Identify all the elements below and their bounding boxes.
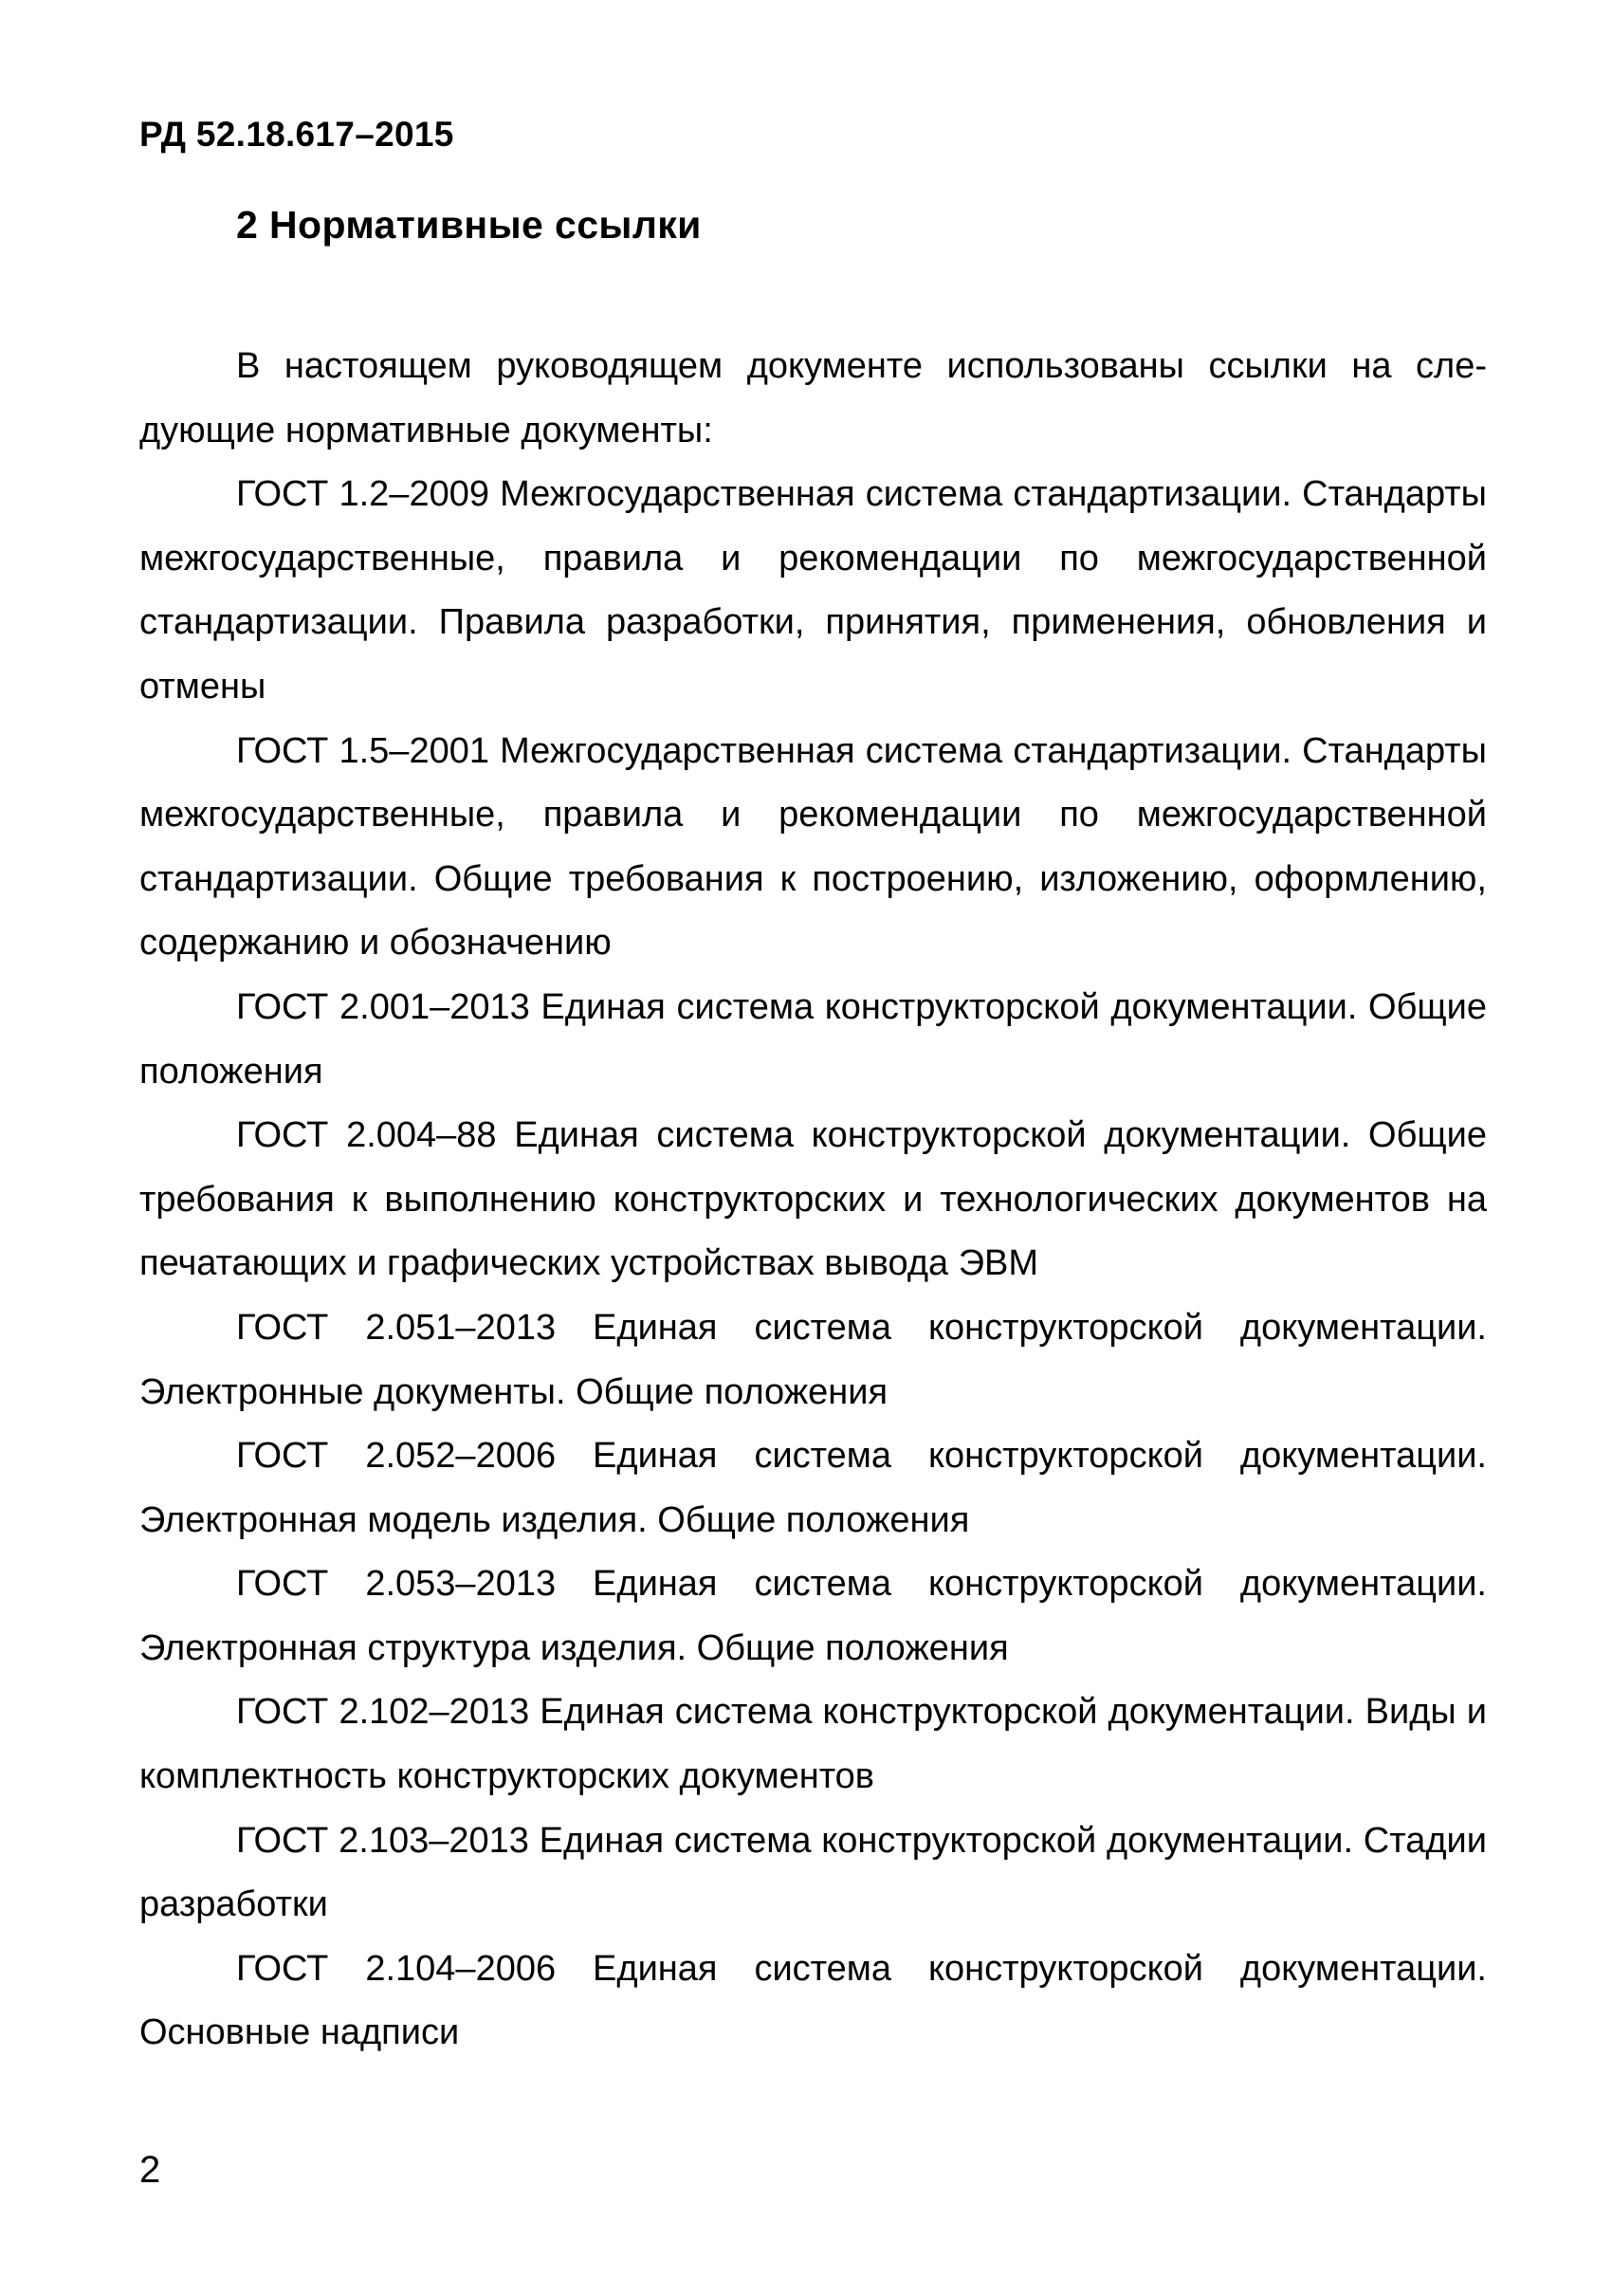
reference-gost-2-102: ГОСТ 2.102–2013 Единая система конструкторской документации. Виды и комплектность конструкторских документов [139, 1692, 1487, 1797]
reference-gost-2-103: ГОСТ 2.103–2013 Единая система конструкторской документации. Стадии разработки [139, 1820, 1487, 1925]
document-code-header: РД 52.18.617–2015 [139, 115, 454, 154]
reference-gost-1-5: ГОСТ 1.5–2001 Межгосударственная система стандартизации. Стандарты межгосударственные, правила и рекомендации по межгосударственной стандартизации. Общие требования к построению, изложению, оформлению, содержанию и обозначению [139, 730, 1487, 964]
reference-gost-2-104: ГОСТ 2.104–2006 Единая система конструкторской документации. Основные надписи [139, 1948, 1487, 2053]
reference-gost-1-2: ГОСТ 1.2–2009 Межгосударственная система стандартизации. Стандарты межгосударственные, правила и рекомендации по межгосударственной стандартизации. Правила разработки, принятия, применения, обновления и отмены [139, 474, 1487, 707]
reference-gost-2-051: ГОСТ 2.051–2013 Единая система конструкторской документации. Электронные документы. Общие положения [139, 1307, 1487, 1412]
reference-gost-2-052: ГОСТ 2.052–2006 Единая система конструкторской документации. Электронная модель изделия. Общие положения [139, 1436, 1487, 1540]
section-title: 2 Нормативные ссылки [236, 203, 702, 247]
reference-gost-2-053: ГОСТ 2.053–2013 Единая система конструкторской документации. Электронная структура изделия. Общие положения [139, 1564, 1487, 1668]
intro-paragraph: В настоящем руководящем документе использованы ссылки на следующие нормативные документы: [139, 346, 1487, 450]
reference-gost-2-004: ГОСТ 2.004–88 Единая система конструкторской документации. Общие требования к выполнению конструкторских и технологических документов на печатающих и графических устройствах вывода ЭВМ [139, 1115, 1487, 1284]
normative-references-body [139, 335, 1487, 2066]
page-number: 2 [139, 2149, 161, 2191]
reference-gost-2-001: ГОСТ 2.001–2013 Единая система конструкторской документации. Общие положения [139, 986, 1487, 1092]
